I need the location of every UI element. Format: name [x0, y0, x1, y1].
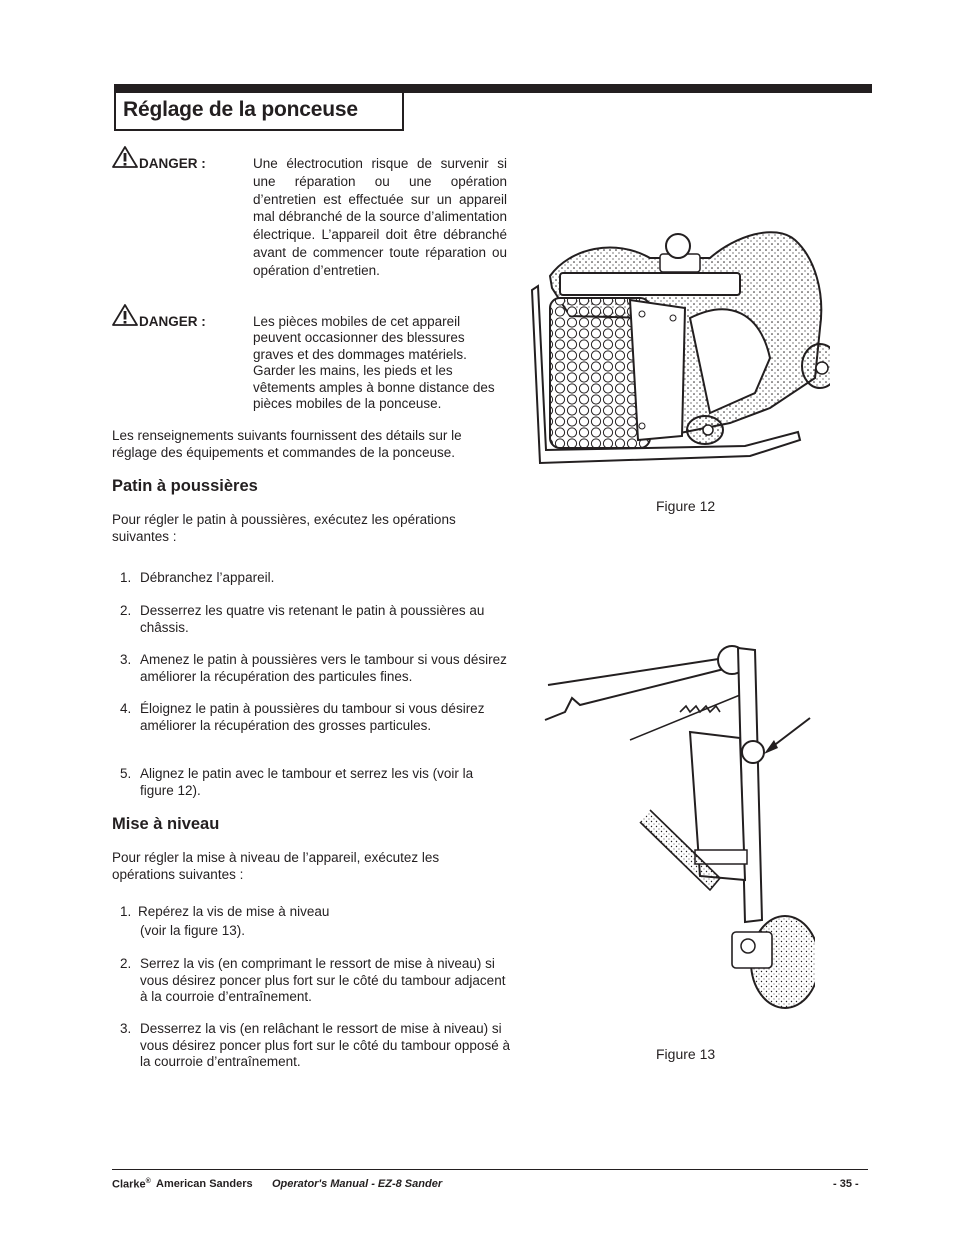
section-heading-niveau: Mise à niveau [112, 815, 220, 833]
list-item: 3. Desserrez la vis (en relâchant le ressort de mise à niveau) si vous désirez poncer plus fort sur le côté du tambour opposé à la courroie d’entraînement. [120, 1021, 510, 1070]
figure-12-illustration [530, 218, 830, 466]
figure-13-caption: Figure 13 [656, 1046, 716, 1062]
footer-brand: Clarke® [112, 1178, 151, 1191]
niveau-intro: Pour régler la mise à niveau de l’appareil, exécutez les opérations suivantes : [112, 850, 440, 882]
danger-label: DANGER : [139, 314, 206, 329]
page-number: - 35 - [833, 1178, 859, 1190]
list-item: 5. Alignez le patin avec le tambour et serrez les vis (voir la figure 12). [120, 766, 474, 798]
footer-manual-title: Operator's Manual - EZ-8 Sander [272, 1178, 443, 1190]
footer-company: American Sanders [156, 1178, 253, 1190]
list-item: 2. Desserrez les quatre vis retenant le patin à poussières au châssis. [120, 603, 485, 635]
warning-triangle-icon [112, 304, 138, 326]
header-rule [114, 84, 872, 93]
list-item: 3. Amenez le patin à poussières vers le tambour si vous désirez améliorer la récupération des particules fines. [120, 652, 507, 684]
figure-12-caption: Figure 12 [656, 498, 716, 514]
list-item: 1. Débranchez l’appareil. [120, 570, 275, 585]
danger-text: Une électrocution risque de survenir si une réparation ou une opération d’entretien est effectuée sur un appareil mal débranché de la source d’alimentation électrique. L’appareil doit être débranché avant de commencer toute réparation ou opération d’entretien. [253, 156, 507, 278]
page-title: Réglage de la ponceuse [123, 98, 358, 121]
patin-intro: Pour régler le patin à poussières, exécutez les opérations suivantes : [112, 512, 456, 544]
list-item: 2. Serrez la vis (en comprimant le ressort de mise à niveau) si vous désirez poncer plus fort sur le côté du tambour adjacent à la courroie d’entraînement. [120, 956, 506, 1005]
warning-triangle-icon [112, 146, 138, 168]
list-item: 4. Éloignez le patin à poussières du tambour si vous désirez améliorer la récupération des grosses particules. [120, 701, 485, 733]
section-heading-patin: Patin à poussières [112, 477, 258, 495]
figure-13-illustration [540, 640, 815, 1010]
danger-text: Les pièces mobiles de cet appareil peuvent occasionner des blessures graves et des dommages matériels. Garder les mains, les pieds et les vêtements amples à bonne distance des pièces mobiles de la ponceuse. [253, 314, 495, 412]
footer-rule [112, 1169, 868, 1170]
danger-label: DANGER : [139, 156, 206, 171]
intro-paragraph: Les renseignements suivants fournissent des détails sur le réglage des équipements et commandes de la ponceuse. [112, 428, 462, 460]
section-title-box [114, 93, 404, 131]
